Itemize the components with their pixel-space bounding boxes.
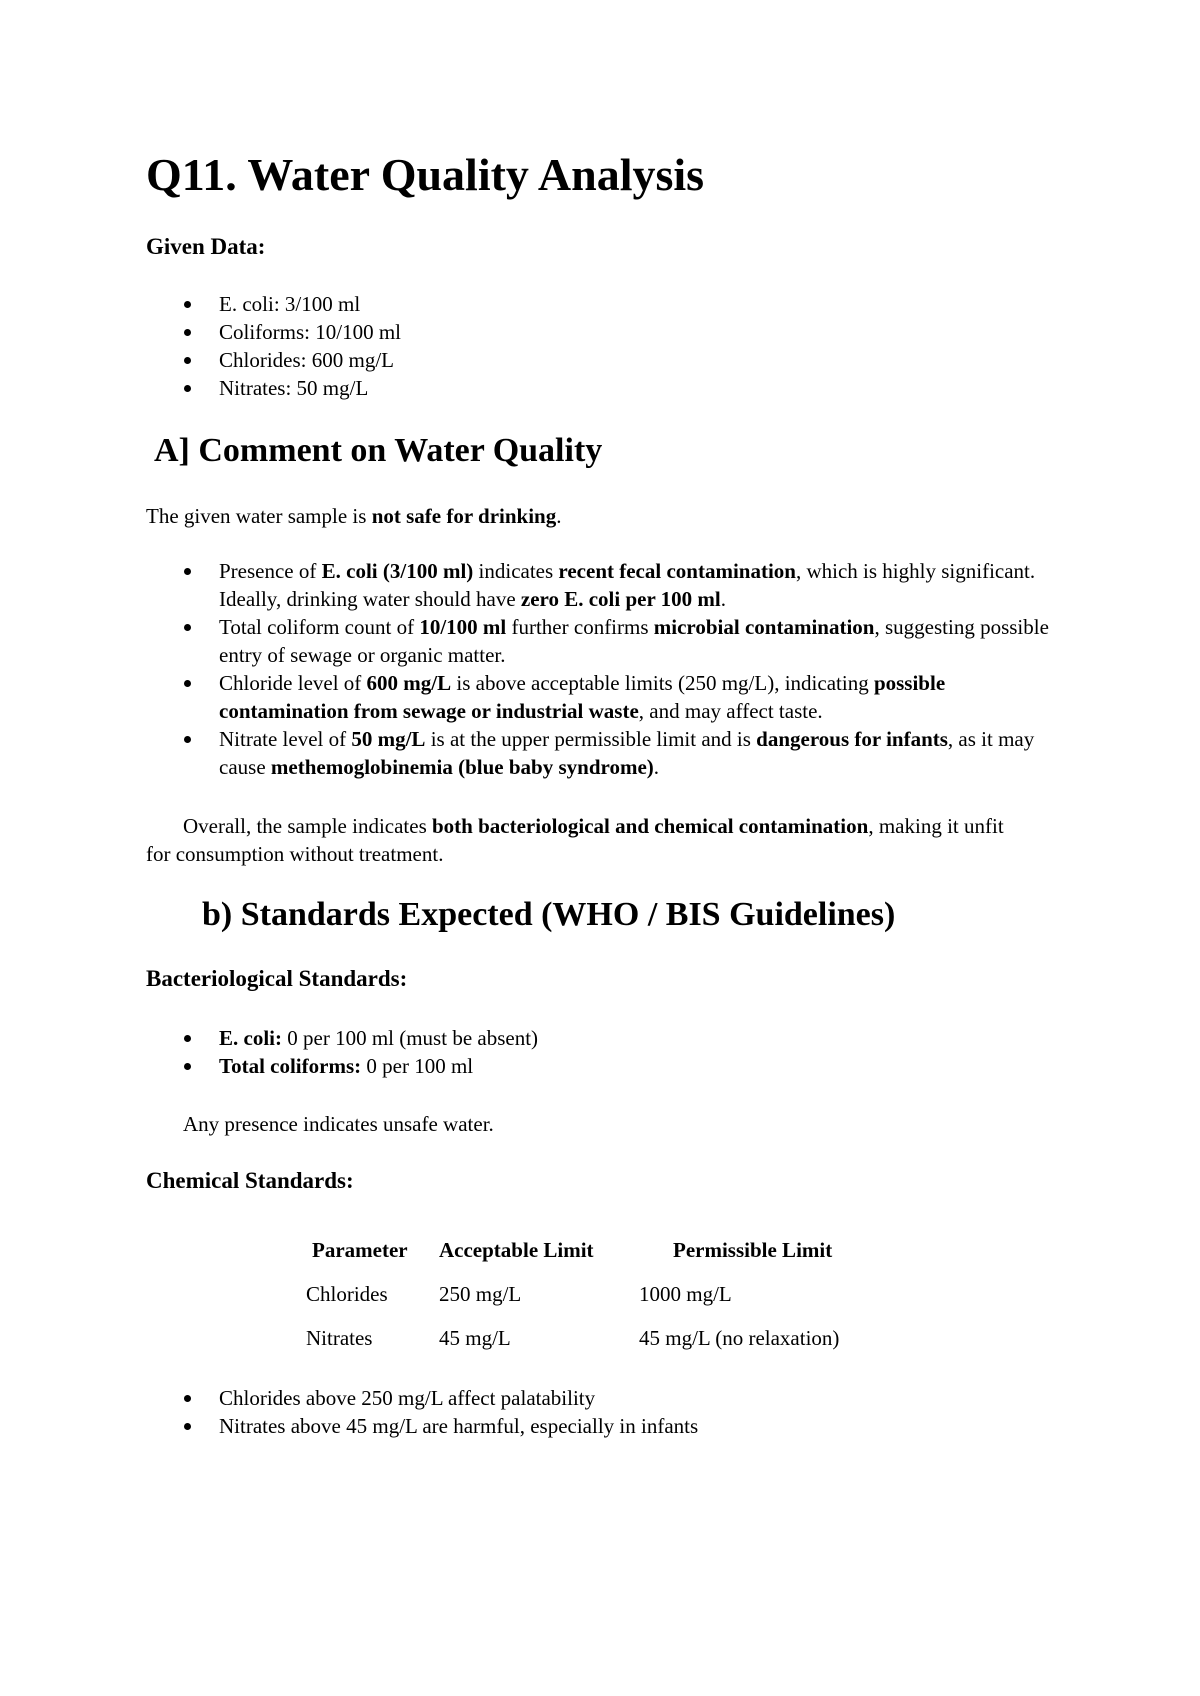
list-item: Nitrates: 50 mg/L (146, 374, 1066, 402)
chemical-notes-list (146, 1384, 1066, 1440)
chemical-standards-table (306, 1228, 933, 1360)
list-item: Coliforms: 10/100 ml (146, 318, 1066, 346)
section-a-points (146, 557, 1066, 781)
list-item: Chlorides: 600 mg/L (146, 346, 1066, 374)
intro-suffix: . (556, 504, 562, 528)
table-cell: 1000 mg/L (639, 1281, 732, 1306)
overall-summary: Overall, the sample indicates both bacteriological and chemical contamination, making it unfit for consumption without treatment. (146, 814, 1004, 866)
table-cell: 45 mg/L (439, 1325, 511, 1350)
table-row (306, 1272, 933, 1316)
chemical-heading: Chemical Standards: (146, 1168, 354, 1193)
table-cell: Chlorides (306, 1281, 388, 1306)
list-item: E. coli: 3/100 ml (146, 290, 1066, 318)
bacteriological-heading: Bacteriological Standards: (146, 966, 408, 991)
column-header: Parameter (312, 1237, 408, 1262)
intro-text: The given water sample is (146, 504, 372, 528)
list-item: Chlorides above 250 mg/L affect palatability (146, 1384, 1066, 1412)
list-item: Nitrates above 45 mg/L are harmful, especially in infants (146, 1412, 1066, 1440)
bacteriological-note: Any presence indicates unsafe water. (183, 1112, 494, 1136)
section-a-intro (146, 502, 562, 530)
list-item: Total coliforms: 0 per 100 ml (146, 1052, 1066, 1080)
list-item: Total coliform count of 10/100 ml further confirms microbial contamination, suggesting possible entry of sewage or organic matter. (146, 613, 1066, 669)
table-cell: 45 mg/L (no relaxation) (639, 1325, 840, 1350)
section-a-heading: A] Comment on Water Quality (154, 432, 603, 469)
list-item: Chloride level of 600 mg/L is above acceptable limits (250 mg/L), indicating possible contamination from sewage or industrial waste, and may affect taste. (146, 669, 1066, 725)
given-data-heading: Given Data: (146, 234, 266, 259)
list-item: E. coli: 0 per 100 ml (must be absent) (146, 1024, 1066, 1052)
list-item: Nitrate level of 50 mg/L is at the upper permissible limit and is dangerous for infants, as it may cause methemoglobinemia (blue baby syndrome). (146, 725, 1066, 781)
table-header-row (306, 1228, 933, 1272)
table-cell: 250 mg/L (439, 1281, 522, 1306)
section-b-heading: b) Standards Expected (WHO / BIS Guidelines) (202, 896, 896, 933)
column-header: Acceptable Limit (439, 1237, 594, 1262)
list-item: Presence of E. coli (3/100 ml) indicates recent fecal contamination, which is highly significant. Ideally, drinking water should have zero E. coli per 100 ml. (146, 557, 1066, 613)
page-title: Q11. Water Quality Analysis (146, 149, 705, 200)
bacteriological-list (146, 1024, 1066, 1080)
intro-bold: not safe for drinking (371, 504, 557, 528)
given-data-list (146, 290, 1066, 402)
table-row (306, 1316, 933, 1360)
table-cell: Nitrates (306, 1325, 373, 1350)
column-header: Permissible Limit (673, 1237, 833, 1262)
